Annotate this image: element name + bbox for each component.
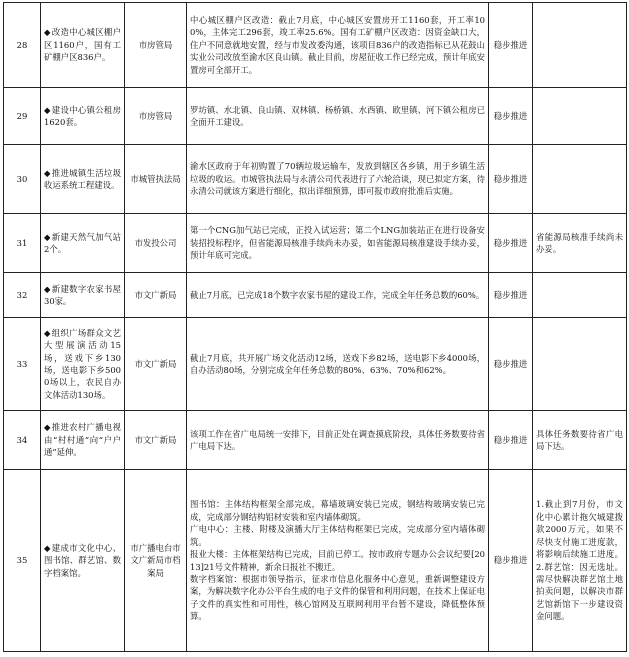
diamond-bullet-icon: ◆ — [44, 542, 51, 553]
progress-content: 渝水区政府于年初购置了70辆垃圾运输车，发放到辖区各乡镇，用于乡镇生活垃圾的收运。市城管执法局与永清公司代表进行了六轮洽谈，现已拟定方案，待永清公司就该方案进行细化，拟出详细预算，即可报市政府批准后实施。 — [187, 145, 489, 214]
task-item: ◆推进农村广播电视由“村村通”向“户户通”延伸。 — [41, 411, 125, 470]
task-item: ◆组织广场群众文艺大型展演活动15场，送戏下乡130场，送电影下乡5000场以上，农民自办文体活动130场。 — [41, 318, 125, 411]
table-row — [4, 470, 627, 652]
diamond-bullet-icon: ◆ — [44, 422, 51, 433]
progress-content: 中心城区棚户区改造：截止7月底，中心城区安置房开工1160套，开工率100%，主体完工296套，竣工率25.6%。国有工矿棚户区改造：因资金缺口大，住户不同意就地安置，经与市发改委沟通，该项目836户的改造指标已从花鼓山实业公司改放至渝水区良山镇。截止目前，房屋征收工作已经完成，预计年底安置房可全部开工。 — [187, 3, 489, 88]
progress-status: 稳步推进 — [489, 273, 533, 318]
task-item: ◆建成市文化中心、图书馆、群艺馆、数字档案馆。 — [41, 470, 125, 652]
diamond-bullet-icon: ◆ — [44, 167, 51, 178]
diamond-bullet-icon: ◆ — [44, 104, 51, 115]
table-row — [4, 273, 627, 318]
progress-status: 稳步推进 — [489, 411, 533, 470]
row-number: 35 — [4, 470, 41, 652]
responsible-unit: 市房管局 — [125, 88, 187, 145]
table-row — [4, 88, 627, 145]
progress-content: 截止7月底，共开展广场文化活动12场，送戏下乡82场，送电影下乡4000场，自办活动80场，分别完成全年任务总数的80%、63%、70%和62%。 — [187, 318, 489, 411]
progress-status: 稳步推进 — [489, 88, 533, 145]
row-number: 29 — [4, 88, 41, 145]
table-row — [4, 318, 627, 411]
responsible-unit: 市发投公司 — [125, 214, 187, 273]
responsible-unit: 市文广新局 — [125, 318, 187, 411]
task-item: ◆新建天然气加气站2个。 — [41, 214, 125, 273]
progress-content: 截止7月底，已完成18个数字农家书屋的建设工作，完成全年任务总数的60%。 — [187, 273, 489, 318]
row-number: 28 — [4, 3, 41, 88]
note-cell — [533, 3, 627, 88]
diamond-bullet-icon: ◆ — [44, 27, 51, 38]
progress-status: 稳步推进 — [489, 3, 533, 88]
progress-content: 该项工作在省广电局统一安排下，目前正处在调查摸底阶段，具体任务数要待省广电局下达。 — [187, 411, 489, 470]
task-item: ◆建设中心镇公租房1620套。 — [41, 88, 125, 145]
responsible-unit: 市文广新局 — [125, 411, 187, 470]
task-item: ◆新建数字农家书屋30家。 — [41, 273, 125, 318]
note-cell — [533, 145, 627, 214]
note-cell: 省能源局核准手续尚未办妥。 — [533, 214, 627, 273]
progress-status: 稳步推进 — [489, 214, 533, 273]
progress-status: 稳步推进 — [489, 145, 533, 214]
table-row — [4, 145, 627, 214]
progress-content: 图书馆：主体结构框架全部完成，幕墙玻璃安装已完成，钢结构玻璃安装已完成，完成部分钢结构铝材安装和室内墙体砌筑。 广电中心：主楼、附楼及演播大厅主体结构框架已完成，完成部分室内墙体砌筑。 报业大楼：主体框架结构已完成，目前已停工。按市政府专题办公会议纪要[2013]21号文件精神，新余日报社不搬迁。 数字档案馆：根据市领导指示，征求市信息化服务中心意见，重新调整建设方案，为解决数字化办公平台生成的电子文件的保管和利用问题，在技术上保证电子文件的真实性和可用性，核心馆网及互联网利用平台暂不建设，降低整体预算。 — [187, 470, 489, 652]
progress-status: 稳步推进 — [489, 318, 533, 411]
progress-status: 稳步推进 — [489, 470, 533, 652]
note-cell — [533, 273, 627, 318]
row-number: 31 — [4, 214, 41, 273]
diamond-bullet-icon: ◆ — [44, 231, 51, 242]
progress-content: 罗坊镇、水北镇、良山镇、双林镇、杨桥镇、水西镇、欧里镇、河下镇公租房已全面开工建设。 — [187, 88, 489, 145]
note-cell — [533, 88, 627, 145]
diamond-bullet-icon: ◆ — [44, 283, 51, 294]
row-number: 33 — [4, 318, 41, 411]
task-item: ◆推进城镇生活垃圾收运系统工程建设。 — [41, 145, 125, 214]
task-table — [3, 2, 627, 652]
note-cell: 具体任务数要待省广电局下达。 — [533, 411, 627, 470]
progress-content: 第一个CNG加气站已完成，正投入试运营；第二个LNG加装站正在进行设备安装招投标程序，但省能源局核准手续尚未办妥，如省能源局核准建设手续办妥，预计年底可完成。 — [187, 214, 489, 273]
row-number: 34 — [4, 411, 41, 470]
responsible-unit: 市文广新局 — [125, 273, 187, 318]
task-item: ◆改造中心城区棚户区1160户，国有工矿棚户区836户。 — [41, 3, 125, 88]
responsible-unit: 市房管局 — [125, 3, 187, 88]
note-cell — [533, 318, 627, 411]
note-cell: 1.截止到7月份，市文化中心累计拖欠城建拨款2000万元，如果不尽快支付施工进度款，将影响后续施工进度。2.群艺馆：因无选址。需尽快解决群艺馆土地拍卖问题，以解决市群艺馆新馆下一步建设资金问题。 — [533, 470, 627, 652]
table-row — [4, 411, 627, 470]
table-row — [4, 214, 627, 273]
table-row — [4, 3, 627, 88]
responsible-unit: 市广播电台市文广新局市档案局 — [125, 470, 187, 652]
row-number: 30 — [4, 145, 41, 214]
diamond-bullet-icon: ◆ — [44, 327, 51, 338]
responsible-unit: 市城管执法局 — [125, 145, 187, 214]
row-number: 32 — [4, 273, 41, 318]
